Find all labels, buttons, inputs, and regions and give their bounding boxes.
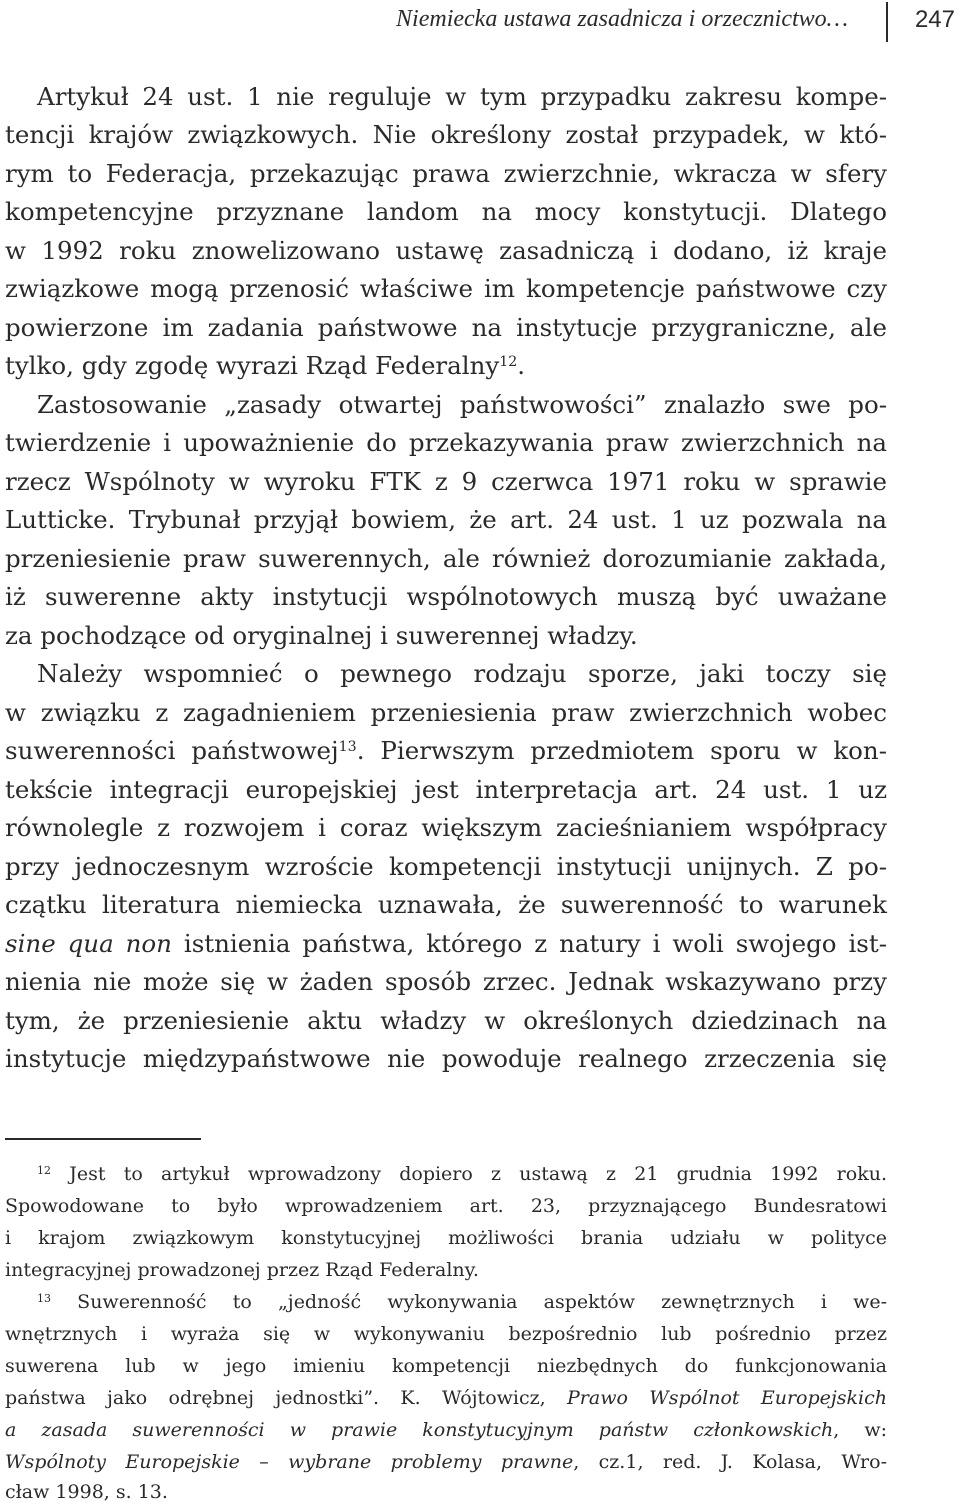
footnote-line: suwerena lub w jego imieniu kompetencji niezbędnych do funkcjonowania [5,1355,887,1377]
running-title: Niemiecka ustawa zasadnicza i orzecznictwo… [396,6,848,32]
body-line: powierzone im zadania państwowe na instytucje przygraniczne, ale [5,313,887,342]
body-line: tencji krajów związkowych. Nie określony został przypadek, w któ- [5,120,887,149]
body-line: równolegle z rozwojem i coraz większym zacieśnianiem współpracy [5,813,887,842]
body-line: instytucje międzypaństwowe nie powoduje realnego zrzeczenia się [5,1044,887,1073]
latin-phrase: sine qua non [5,929,172,958]
footnote-reference[interactable]: 12 [499,354,518,371]
body-line [5,736,887,766]
footnote-line: i krajom związkowym konstytucyjnej możliwości brania udziału w polityce [5,1227,887,1249]
body-line: w 1992 roku znowelizowano ustawę zasadniczą i dodano, iż kraje [5,236,887,265]
body-line: kompetencyjne przyznane landom na mocy konstytucji. Dlatego [5,197,887,226]
body-line: Zastosowanie „zasady otwartej państwowości” znalazło swe po- [37,390,887,419]
body-text: . [517,351,526,380]
footnote-line: integracyjnej prowadzonej przez Rząd Federalny. [5,1259,479,1281]
body-line: przy jednoczesnym wzroście kompetencji instytucji unijnych. Z po- [5,852,887,881]
body-line: związkowe mogą przenosić właściwe im kompetencje państwowe czy [5,274,887,303]
footnote-marker: 12 [37,1163,52,1177]
body-text: suwerenności państwowej [5,736,339,765]
cited-title: a zasada suwerenności w prawie konstytucyjnym państw członkowskich [5,1419,834,1441]
body-line: tekście integracji europejskiej jest interpretacja art. 24 ust. 1 uz [5,775,887,804]
footnote-separator [5,1138,201,1140]
footnote-line: wnętrznych i wyraża się w wykonywaniu bezpośrednio lub pośrednio przez [5,1323,887,1345]
footnote-line [5,1386,887,1410]
body-text: istnienia państwa, którego z natury i woli swojego ist- [171,929,887,958]
cited-title: Prawo Wspólnot Europejskich [567,1387,888,1409]
footnote-line [5,1418,887,1442]
footnote-text: , w: [833,1419,887,1441]
body-line [5,929,887,959]
body-text: . Pierwszym przedmiotem sporu w kon- [356,736,887,765]
body-line: Należy wspomnieć o pewnego rodzaju sporze, jaki toczy się [37,659,887,688]
footnote-line [5,1450,887,1474]
body-line: Artykuł 24 ust. 1 nie reguluje w tym przypadku zakresu kompe- [37,82,887,111]
footnote-13 [5,1290,887,1314]
footnote-text: Jest to artykuł wprowadzony dopiero z ustawą z 21 grudnia 1992 roku. [51,1163,887,1185]
cited-title: Wspólnoty Europejskie – wybrane problemy prawne [5,1451,574,1473]
footnote-reference[interactable]: 13 [338,739,357,756]
body-line: rym to Federacja, przekazując prawa zwierzchnie, wkracza w sfery [5,159,887,188]
header-divider [886,2,888,42]
footnote-marker: 13 [37,1291,52,1305]
body-line: nienia nie może się w żaden sposób zrzec. Jednak wskazywano przy [5,967,887,996]
footnote-line: cław 1998, s. 13. [5,1481,168,1503]
body-line: czątku literatura niemiecka uznawała, że suwerenność to warunek [5,890,887,919]
footnote-12 [5,1162,887,1186]
body-line [5,351,887,381]
body-text: tylko, gdy zgodę wyrazi Rząd Federalny [5,351,500,380]
page-number: 247 [914,6,955,33]
body-line: w związku z zagadnieniem przeniesienia praw zwierzchnich wobec [5,698,887,727]
body-line: rzecz Wspólnoty w wyroku FTK z 9 czerwca 1971 roku w sprawie [5,467,887,496]
footnote-text: Suwerenność to „jedność wykonywania aspektów zewnętrznych i we- [51,1291,887,1313]
footnote-text: państwa jako odrębnej jednostki”. K. Wójtowicz, [5,1387,568,1409]
body-line: za pochodzące od oryginalnej i suwerennej władzy. [5,621,638,650]
body-line: przeniesienie praw suwerennych, ale również dorozumianie zakłada, [5,544,887,573]
footnote-line: Spowodowane to było wprowadzeniem art. 23, przyznającego Bundesratowi [5,1195,887,1217]
footnote-text: , cz.1, red. J. Kolasa, Wro- [573,1451,887,1473]
body-line: tym, że przeniesienie aktu władzy w określonych dziedzinach na [5,1006,887,1035]
body-line: twierdzenie i upoważnienie do przekazywania praw zwierzchnich na [5,428,887,457]
body-line: Lutticke. Trybunał przyjął bowiem, że art. 24 ust. 1 uz pozwala na [5,505,887,534]
body-line: iż suwerenne akty instytucji wspólnotowych muszą być uważane [5,582,887,611]
